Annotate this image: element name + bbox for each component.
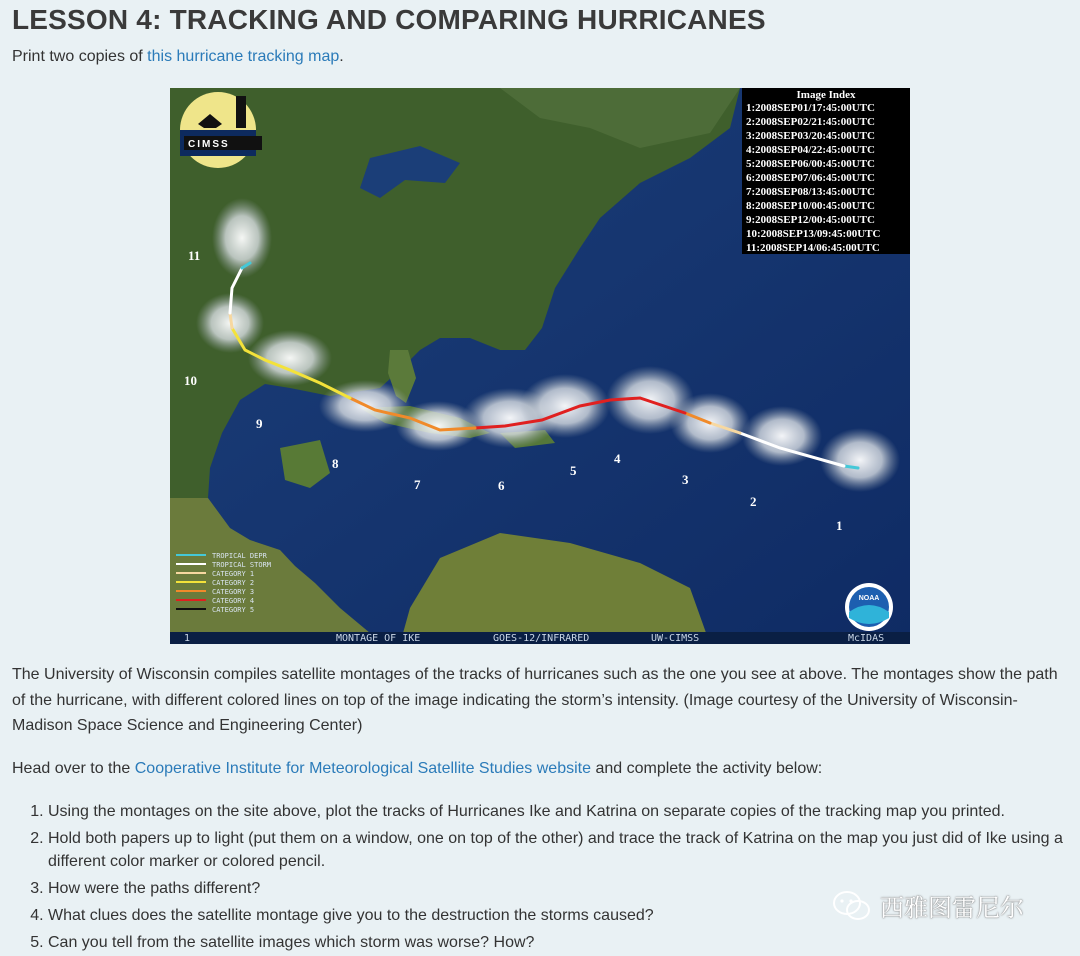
position-label: 2 [750, 494, 757, 509]
noaa-logo [845, 583, 893, 631]
image-index-entry: 7:2008SEP08/13:45:00UTC [746, 186, 875, 198]
wechat-watermark [832, 888, 1024, 923]
image-index-entry: 11:2008SEP14/06:45:00UTC [746, 242, 880, 254]
position-label: 9 [256, 416, 263, 431]
position-label: 4 [614, 451, 621, 466]
intro-line [12, 48, 344, 66]
footer-source: UW-CIMSS [651, 633, 700, 644]
noaa-logo-text: NOAA [858, 595, 880, 602]
image-index-entry: 9:2008SEP12/00:45:00UTC [746, 214, 875, 226]
list-item: 5. Can you tell from the satellite images which storm was worse? How? [48, 931, 1072, 954]
list-item: 3. How were the paths different? [48, 877, 1072, 900]
legend-label: TROPICAL DEPR [212, 552, 267, 560]
instructions-suffix: and complete the activity below: [591, 760, 823, 777]
map-footer [170, 632, 910, 644]
list-item: 2. Hold both papers up to light (put them on a window, one on top of the other) and trace the track of Katrina on the map you just did of Ike using a different color marker or colored pencil. [48, 827, 1072, 873]
image-index-entry: 2:2008SEP02/21:45:00UTC [746, 116, 875, 128]
activity-steps [12, 800, 1072, 956]
position-label: 7 [414, 477, 421, 492]
image-index-title: Image Index [796, 89, 856, 101]
image-index-entry: 5:2008SEP06/00:45:00UTC [746, 158, 875, 170]
tracking-map-link[interactable]: this hurricane tracking map [147, 48, 340, 65]
position-label: 8 [332, 456, 339, 471]
image-index-entry: 3:2008SEP03/20:45:00UTC [746, 130, 875, 142]
description-paragraph: The University of Wisconsin compiles satellite montages of the tracks of hurricanes such as the one you see at above. The montages show the path of the hurricane, with different colored lines on top of the image indicating the storm’s intensity. (Image courtesy of the University of Wisconsin-Madison Space Science and Engineering Center) [12, 666, 1058, 734]
image-index-entry: 1:2008SEP01/17:45:00UTC [746, 102, 875, 114]
footer-frame: 1 [184, 633, 191, 644]
legend-label: CATEGORY 5 [212, 606, 255, 614]
legend-label: CATEGORY 3 [212, 588, 255, 596]
footer-montage: MONTAGE OF IKE [336, 633, 421, 644]
track-category-1-west [230, 313, 232, 328]
image-index-entry: 10:2008SEP13/09:45:00UTC [746, 228, 881, 240]
image-index-entry: 8:2008SEP10/00:45:00UTC [746, 200, 875, 212]
cimss-website-link[interactable]: Cooperative Institute for Meteorological Satellite Studies website [134, 760, 591, 777]
track-tropical-depression [844, 466, 858, 468]
intro-suffix: . [339, 48, 344, 65]
image-index-entry: 6:2008SEP07/06:45:00UTC [746, 172, 875, 184]
list-item: 4. What clues does the satellite montage give you to the destruction the storms caused? [48, 904, 1072, 927]
position-label: 6 [498, 478, 505, 493]
list-item: 1. Using the montages on the site above, plot the tracks of Hurricanes Ike and Katrina on separate copies of the tracking map you printed. [48, 800, 1072, 823]
legend-label: TROPICAL STORM [212, 561, 272, 569]
cimss-logo-text: CIMSS [188, 139, 230, 150]
position-label: 10 [184, 373, 197, 388]
watermark-text: 西雅图雷尼尔 [880, 894, 1024, 922]
page-title: LESSON 4: TRACKING AND COMPARING HURRICANES [12, 4, 766, 35]
satellite-map-svg [170, 88, 910, 644]
legend-label: CATEGORY 2 [212, 579, 255, 587]
image-index-box [742, 88, 910, 254]
wechat-icon [832, 890, 872, 922]
position-label: 1 [836, 518, 843, 533]
footer-software: McIDAS [848, 633, 885, 644]
position-label: 11 [188, 248, 201, 263]
position-label: 5 [570, 463, 577, 478]
hurricane-montage-image [170, 88, 910, 644]
position-label: 3 [682, 472, 689, 487]
footer-sensor: GOES-12/INFRARED [493, 633, 590, 644]
legend-label: CATEGORY 1 [212, 570, 255, 578]
instructions-prefix: Head over to the [12, 760, 135, 777]
legend-label: CATEGORY 4 [212, 597, 255, 605]
instructions-paragraph [12, 760, 822, 778]
intro-prefix: Print two copies of [12, 48, 148, 65]
image-index-entry: 4:2008SEP04/22:45:00UTC [746, 144, 875, 156]
